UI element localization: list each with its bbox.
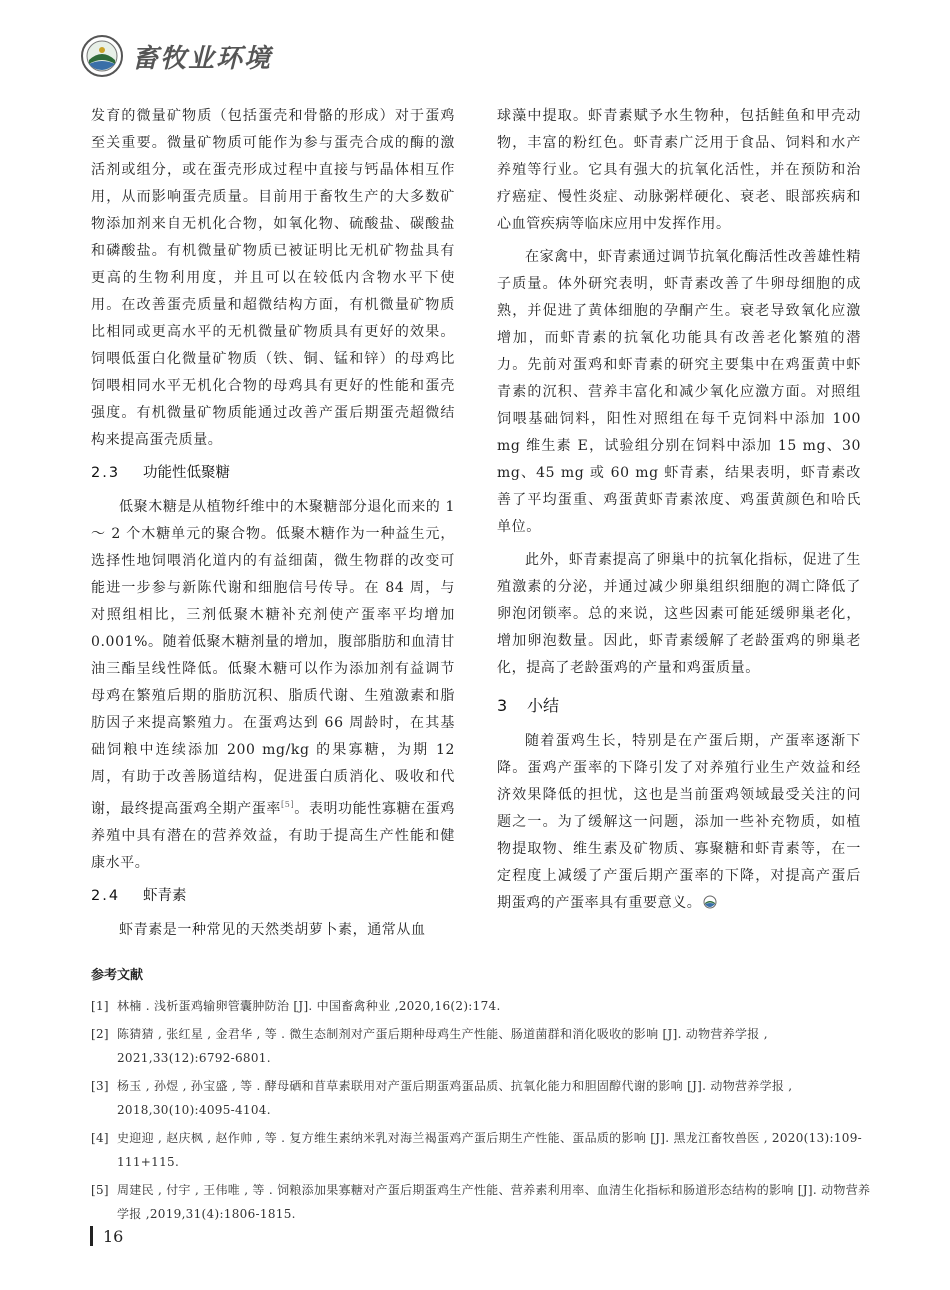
reference-text: 林楠 . 浅析蛋鸡输卵管囊肿防治 [J]. 中国畜禽种业 ,2020,16(2):174. — [117, 999, 501, 1013]
reference-text: 史迎迎 , 赵庆枫 , 赵作帅 , 等 . 复方维生素纳米乳对海兰褐蛋鸡产蛋后期生产性能、蛋品质的影响 [J]. 黑龙江畜牧兽医 , 2020(13):109-111+115. — [117, 1131, 863, 1169]
section-2-4-heading — [91, 881, 455, 911]
section-3-heading — [497, 690, 861, 722]
references-title: 参考文献 — [91, 968, 144, 983]
right-paragraph-4 — [497, 728, 861, 917]
references-section — [91, 966, 871, 1230]
footer-bar — [90, 1226, 93, 1246]
journal-header — [80, 28, 272, 84]
reference-item — [91, 1126, 871, 1174]
section-title: 功能性低聚糖 — [143, 465, 230, 481]
reference-text: 陈猜猜 , 张红星 , 金君华 , 等 . 微生态制剂对产蛋后期种母鸡生产性能、肠道菌群和消化吸收的影响 [J]. 动物营养学报 , 2021,33(12):6792-6801. — [117, 1027, 768, 1065]
section-number: 2.4 — [91, 888, 121, 904]
reference-number: [2] — [91, 1027, 109, 1041]
reference-item — [91, 994, 871, 1018]
reference-number: [1] — [91, 999, 109, 1013]
section-number: 3 — [497, 696, 508, 715]
right-paragraph-1: 球藻中提取。虾青素赋予水生物种，包括鲑鱼和甲壳动物，丰富的粉红色。虾青素广泛用于食品、饲料和水产养殖等行业。它具有强大的抗氧化活性，并在预防和治疗癌症、慢性炎症、动脉粥样硬化、衰老、眼部疾病和心血管疾病等临床应用中发挥作用。 — [497, 108, 861, 232]
section-number: 2.3 — [91, 465, 121, 481]
section-title: 小结 — [527, 696, 560, 715]
page-footer — [90, 1226, 123, 1246]
citation-link[interactable]: [5] — [281, 800, 295, 809]
reference-number: [5] — [91, 1183, 109, 1197]
section-title: 虾青素 — [143, 888, 187, 904]
journal-logo-icon — [80, 34, 124, 78]
left-paragraph-1: 发育的微量矿物质（包括蛋壳和骨骼的形成）对于蛋鸡至关重要。微量矿物质可能作为参与蛋壳合成的酶的激活剂或组分，或在蛋壳形成过程中直接与钙晶体相互作用，从而影响蛋壳质量。目前用于畜牧生产的大多数矿物添加剂来自无机化合物，如氧化物、硫酸盐、碳酸盐和磷酸盐。有机微量矿物质已被证明比无机矿物盐具有更高的生物利用度，并且可以在较低内含物水平下使用。在改善蛋壳质量和超微结构方面，有机微量矿物质比相同或更高水平的无机微量矿物质具有更好的效果。饲喂低蛋白化微量矿物质（铁、铜、锰和锌）的母鸡比饲喂相同水平无机化合物的母鸡具有更好的性能和蛋壳强度。有机微量矿物质能通过改善产蛋后期蛋壳超微结构来提高蛋壳质量。 — [91, 108, 455, 448]
reference-text: 周建民 , 付宇 , 王伟唯 , 等 . 饲粮添加果寡糖对产蛋后期蛋鸡生产性能、营养素利用率、血清生化指标和肠道形态结构的影响 [J]. 动物营养学报 ,2019,31(4):1806-1815. — [117, 1183, 871, 1221]
references-list — [91, 994, 871, 1226]
reference-item — [91, 1178, 871, 1226]
end-of-article-icon — [703, 895, 717, 909]
reference-item — [91, 1074, 871, 1122]
paragraph-text: 低聚木糖是从植物纤维中的木聚糖部分退化而来的 1 ～ 2 个木糖单元的聚合物。低聚木糖作为一种益生元，选择性地饲喂消化道内的有益细菌，微生物群的改变可能进一步参与新陈代谢和细胞信号传导。在 84 周，与对照组相比，三剂低聚木糖补充剂使产蛋率平均增加 0.001%。随着低聚木糖剂量的增加，腹部脂肪和血清甘油三酯呈线性降低。低聚木糖可以作为添加剂有益调节母鸡在繁殖后期的脂肪沉积、脂质代谢、生殖激素和脂肪因子来提高繁殖力。在蛋鸡达到 66 周龄时，在其基础饲粮中连续添加 200 mg/kg 的果寡糖，为期 12 周，有助于改善肠道结构，促进蛋白质消化、吸收和代谢，最终提高蛋鸡全期产蛋率 — [91, 499, 455, 817]
reference-text: 杨玉 , 孙煜 , 孙宝盛 , 等 . 酵母硒和苜草素联用对产蛋后期蛋鸡蛋品质、抗氧化能力和胆固醇代谢的影响 [J]. 动物营养学报 , 2018,30(10):4095-4104. — [117, 1079, 793, 1117]
section-2-3-heading — [91, 458, 455, 488]
left-paragraph-2 — [91, 494, 455, 877]
paragraph-text: 随着蛋鸡生长，特别是在产蛋后期，产蛋率逐渐下降。蛋鸡产蛋率的下降引发了对养殖行业生产效益和经济效果降低的担忧，这也是当前蛋鸡领域最受关注的问题之一。为了缓解这一问题，添加一些补充物质，如植物提取物、维生素及矿物质、寡聚糖和虾青素等，在一定程度上减缓了产蛋后期产蛋率的下降，对提高产蛋后期蛋鸡的产蛋率具有重要意义。 — [497, 733, 861, 911]
right-paragraph-2: 在家禽中，虾青素通过调节抗氧化酶活性改善雄性精子质量。体外研究表明，虾青素改善了牛卵母细胞的成熟，并促进了黄体细胞的孕酮产生。衰老导致氧化应激增加，而虾青素的抗氧化功能具有改善老化繁殖的潜力。先前对蛋鸡和虾青素的研究主要集中在鸡蛋黄中虾青素的沉积、营养丰富化和减少氧化应激方面。对照组饲喂基础饲料，阳性对照组在每千克饲料中添加 100 mg 维生素 E，试验组分别在饲料中添加 15 mg、30 mg、45 mg 或 60 mg 虾青素，结果表明，虾青素改善了平均蛋重、鸡蛋黄虾青素浓度、鸡蛋黄颜色和哈氏单位。 — [497, 249, 861, 535]
reference-number: [3] — [91, 1079, 109, 1093]
page-number: 16 — [103, 1226, 124, 1246]
journal-title: 畜牧业环境 — [132, 43, 273, 74]
reference-item — [91, 1022, 871, 1070]
left-column — [91, 103, 455, 944]
reference-number: [4] — [91, 1131, 109, 1145]
paragraph-text: 。表明功能性寡糖在蛋鸡养殖中具有潜在的营养效益，有助于提高生产性能和健康水平。 — [91, 801, 455, 871]
right-paragraph-3: 此外，虾青素提高了卵巢中的抗氧化指标，促进了生殖激素的分泌，并通过减少卵巢组织细胞的凋亡降低了卵泡闭锁率。总的来说，这些因素可能延缓卵巢老化，增加卵泡数量。因此，虾青素缓解了老龄蛋鸡的卵巢老化，提高了老龄蛋鸡的产量和鸡蛋质量。 — [497, 552, 861, 676]
left-paragraph-3: 虾青素是一种常见的天然类胡萝卜素，通常从血 — [119, 922, 426, 938]
right-column — [497, 103, 861, 917]
